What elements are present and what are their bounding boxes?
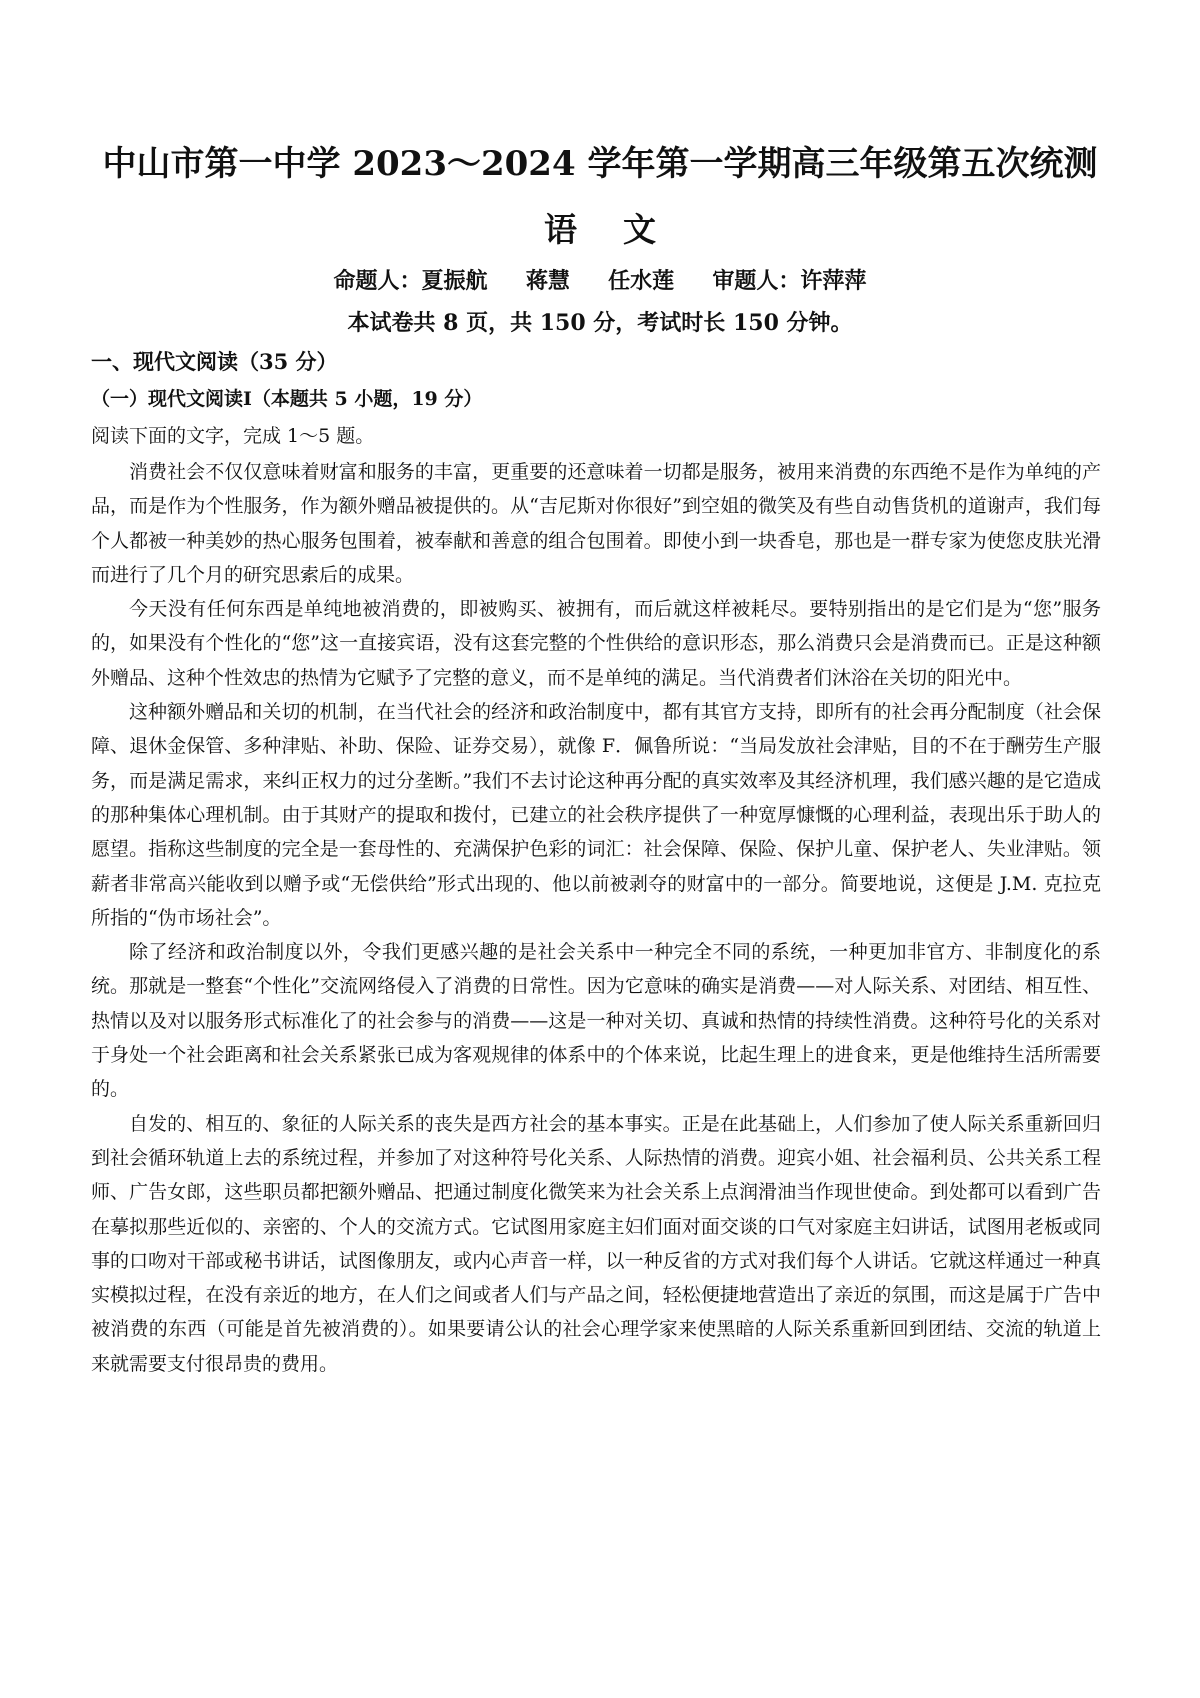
subsection-heading: （一）现代文阅读Ⅰ（本题共 5 小题，19 分） bbox=[91, 388, 483, 410]
authors-line: 命题人：夏振航 蒋慧 任水莲 审题人：许萍萍 bbox=[333, 268, 867, 294]
passage-paragraph-3: 这种额外赠品和关切的机制，在当代社会的经济和政治制度中，都有其官方支持，即所有的社会再分配制度（社会保障、退休金保管、多种津贴、补助、保险、证券交易），就像 F．佩鲁所说：“当局发放社会津贴，目的不在于酬劳生产服务，而是满足需求，来纠正权力的过分垄断。”我们不去讨论这种再分配的真实效率及其经济机理，我们感兴趣的是它造成的那种集体心理机制。由于其财产的提取和拨付，已建立的社会秩序提供了一种宽厚慷慨的心理利益，表现出乐于助人的愿望。指称这些制度的完全是一套母性的、充满保护色彩的词汇：社会保障、保险、保护儿童、保护老人、失业津贴。领薪者非常高兴能收到以赠予或“无偿供给”形式出现的、他以前被剥夺的财富中的一部分。简要地说，这便是 J.M. 克拉克所指的“伪市场社会”。 bbox=[91, 701, 1101, 929]
reading-passage bbox=[91, 455, 1101, 1381]
section-heading: 一、现代文阅读（35 分） bbox=[91, 349, 338, 374]
passage-paragraph-5: 自发的、相互的、象征的人际关系的丧失是西方社会的基本事实。正是在此基础上，人们参加了使人际关系重新回归到社会循环轨道上去的系统过程，并参加了对这种符号化关系、人际热情的消费。迎宾小姐、社会福利员、公共关系工程师、广告女郎，这些职员都把额外赠品、把通过制度化微笑来为社会关系上点润滑油当作现世使命。到处都可以看到广告在摹拟那些近似的、亲密的、个人的交流方式。它试图用家庭主妇们面对面交谈的口气对家庭主妇讲话，试图用老板或同事的口吻对干部或秘书讲话，试图像朋友，或内心声音一样，以一种反省的方式对我们每个人讲话。它就这样通过一种真实模拟过程，在没有亲近的地方，在人们之间或者人们与产品之间，轻松便捷地营造出了亲近的氛围，而这是属于广告中被消费的东西（可能是首先被消费的）。如果要请公认的社会心理学家来使黑暗的人际关系重新回到团结、交流的轨道上来就需要支付很昂贵的费用。 bbox=[91, 1112, 1101, 1375]
reading-instruction: 阅读下面的文字，完成 1～5 题。 bbox=[91, 425, 375, 447]
passage-paragraph-1: 消费社会不仅仅意味着财富和服务的丰富，更重要的还意味着一切都是服务，被用来消费的东西绝不是作为单纯的产品，而是作为个性服务，作为额外赠品被提供的。从“吉尼斯对你很好”到空姐的微笑及有些自动售货机的道谢声，我们每个人都被一种美妙的热心服务包围着，被奉献和善意的组合包围着。即使小到一块香皂，那也是一群专家为使您皮肤光滑而进行了几个月的研究思索后的成果。 bbox=[91, 461, 1101, 586]
exam-title: 中山市第一中学 2023～2024 学年第一学期高三年级第五次统测 bbox=[102, 144, 1098, 184]
exam-info-line: 本试卷共 8 页，共 150 分，考试时长 150 分钟。 bbox=[347, 310, 853, 336]
passage-paragraph-2: 今天没有任何东西是单纯地被消费的，即被购买、被拥有，而后就这样被耗尽。要特别指出的是它们是为“您”服务的，如果没有个性化的“您”这一直接宾语，没有这套完整的个性供给的意识形态，那么消费只会是消费而已。正是这种额外赠品、这种个性效忠的热情为它赋予了完整的意义，而不是单纯的满足。当代消费者们沐浴在关切的阳光中。 bbox=[91, 598, 1101, 689]
passage-paragraph-4: 除了经济和政治制度以外，令我们更感兴趣的是社会关系中一种完全不同的系统，一种更加非官方、非制度化的系统。那就是一整套“个性化”交流网络侵入了消费的日常性。因为它意味的确实是消费——对人际关系、对团结、相互性、热情以及对以服务形式标准化了的社会参与的消费——这是一种对关切、真诚和热情的持续性消费。这种符号化的关系对于身处一个社会距离和社会关系紧张已成为客观规律的体系中的个体来说，比起生理上的进食来，更是他维持生活所需要的。 bbox=[91, 941, 1101, 1101]
subject-title: 语 文 bbox=[544, 210, 656, 249]
